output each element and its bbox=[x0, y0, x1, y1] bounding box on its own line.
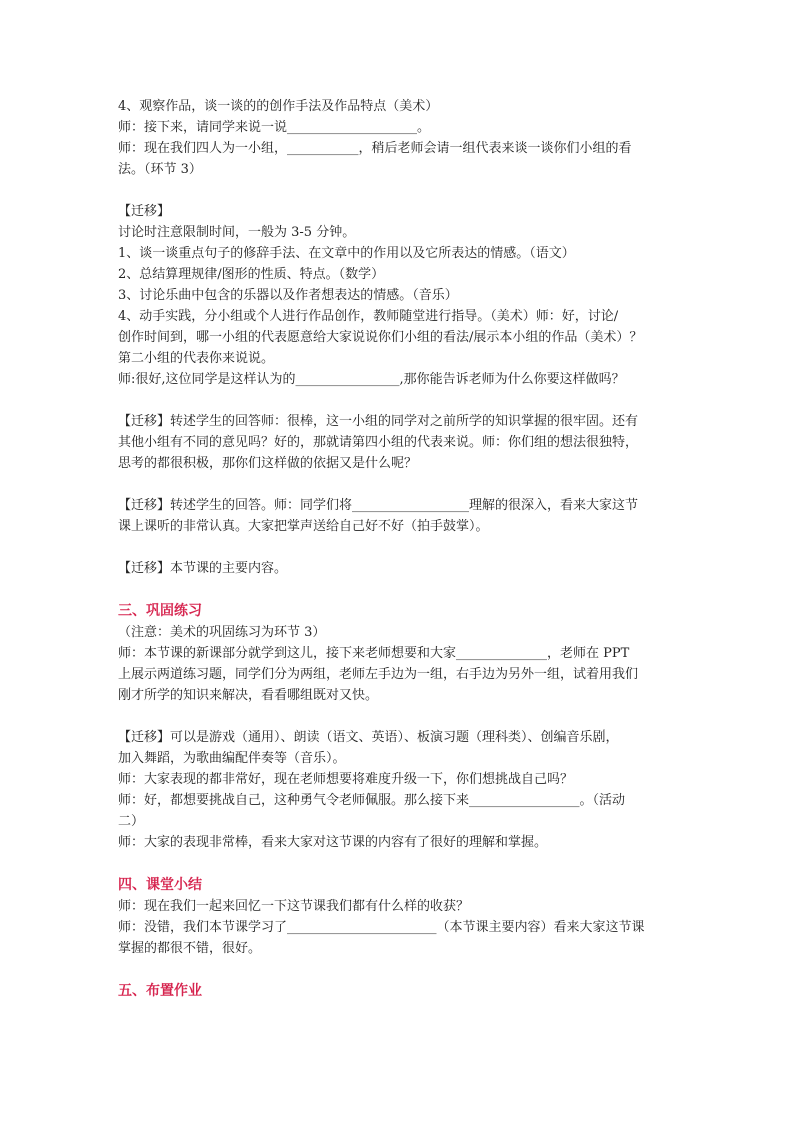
text-line: 2、总结算理规律/图形的性质、特点。（数学） bbox=[118, 267, 385, 282]
text-line: 法。（环节 3） bbox=[118, 162, 202, 177]
paragraph-gap bbox=[118, 706, 684, 727]
text-line: 师：大家的表现非常棒，看来大家对这节课的内容有了很好的理解和掌握。 bbox=[118, 835, 548, 850]
section-heading: 五、布置作业 bbox=[118, 983, 202, 999]
text-line: 师：接下来，请同学来说一说____________________。 bbox=[118, 120, 431, 135]
text-line: （注意：美术的巩固练习为环节 3） bbox=[118, 625, 326, 640]
text-line: 掌握的都很不错，很好。 bbox=[118, 941, 262, 956]
text-line: 二） bbox=[118, 814, 145, 829]
text-line: 师：现在我们一起来回忆一下这节课我们都有什么样的收获？ bbox=[118, 899, 470, 914]
text-line: 师:很好,这位同学是这样认为的________________,那你能告诉老师为什么你要这样做吗？ bbox=[118, 372, 625, 387]
text-line: 3、讨论乐曲中包含的乐器以及作者想表达的情感。（音乐） bbox=[118, 288, 458, 303]
text-line: 4、观察作品，谈一谈的的创作手法及作品特点（美术） bbox=[118, 99, 439, 114]
text-line: 讨论时注意限制时间，一般为 3-5 分钟。 bbox=[118, 225, 356, 240]
text-line: 第二小组的代表你来说说。 bbox=[118, 351, 275, 366]
paragraph-gap bbox=[118, 853, 684, 874]
text-line: 创作时间到，哪一小组的代表愿意给大家说说你们小组的看法/展示本小组的作品（美术）？ bbox=[118, 330, 643, 345]
document-page bbox=[118, 96, 684, 1002]
section-heading: 四、课堂小结 bbox=[118, 877, 202, 893]
paragraph-gap bbox=[118, 537, 684, 558]
text-line: 【迁移】可以是游戏（通用）、朗读（语文、英语）、板演习题（理科类）、创编音乐剧， bbox=[118, 730, 619, 745]
text-line: 【迁移】转述学生的回答师：很棒，这一小组的同学对之前所学的知识掌握的很牢固。还有 bbox=[118, 414, 639, 429]
text-line: 师：本节课的新课部分就学到这儿，接下来老师想要和大家______________，老师在 PPT bbox=[118, 646, 630, 661]
text-line: 师：没错，我们本节课学习了_______________________（本节课主要内容）看来大家这节课 bbox=[118, 920, 645, 935]
text-line: 其他小组有不同的意见吗？好的，那就请第四小组的代表来说。师：你们组的想法很独特， bbox=[118, 435, 639, 450]
text-line: 【迁移】转述学生的回答。师：同学们将__________________理解的很深入，看来大家这节 bbox=[118, 498, 639, 513]
text-line: 课上课听的非常认真。大家把掌声送给自己好不好（拍手鼓掌）。 bbox=[118, 519, 489, 534]
paragraph-gap bbox=[118, 959, 684, 980]
text-line: 师：大家表现的都非常好，现在老师想要将难度升级一下，你们想挑战自己吗？ bbox=[118, 772, 574, 787]
text-line: 【迁移】本节课的主要内容。 bbox=[118, 561, 288, 576]
text-line: 刚才所学的知识来解决，看看哪组既对又快。 bbox=[118, 688, 379, 703]
text-line: 【迁移】 bbox=[118, 204, 171, 219]
text-line: 思考的都很积极，那你们这样做的依据又是什么呢？ bbox=[118, 456, 418, 471]
paragraph-gap bbox=[118, 180, 684, 201]
section-heading: 三、巩固练习 bbox=[118, 603, 202, 619]
text-line: 1、谈一谈重点句子的修辞手法、在文章中的作用以及它所表达的情感。（语文） bbox=[118, 246, 575, 261]
text-line: 加入舞蹈，为歌曲编配伴奏等（音乐）。 bbox=[118, 751, 346, 766]
text-line: 4、动手实践，分小组或个人进行作品创作，教师随堂进行指导。（美术）师：好，讨论/ bbox=[118, 309, 619, 324]
text-line: 师：好，都想要挑战自己，这种勇气令老师佩服。那么接下来_________________。（活动 bbox=[118, 793, 626, 808]
paragraph-gap bbox=[118, 579, 684, 600]
paragraph-gap bbox=[118, 390, 684, 411]
paragraph-gap bbox=[118, 474, 684, 495]
text-line: 师：现在我们四人为一小组，___________，稍后老师会请一组代表来谈一谈你们小组的看 bbox=[118, 141, 632, 156]
text-line: 上展示两道练习题，同学们分为两组，老师左手边为一组，右手边为另外一组，试着用我们 bbox=[118, 667, 639, 682]
